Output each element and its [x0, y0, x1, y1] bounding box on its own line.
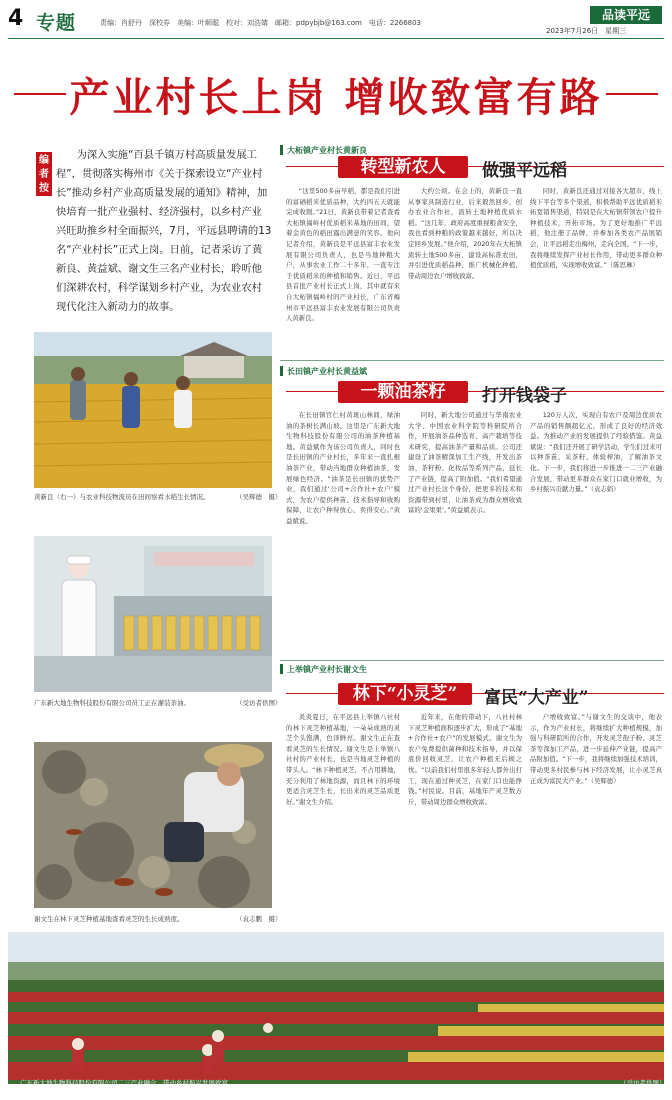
editor-note-text: 为深入实施“百县千镇万村高质量发展工程”，贯彻落实梅州市《关于探索设立“产业村长”推动乡村产业高质量发展的通知》精神，加快培育一批产业强村、经济强村，以乡村产业兴旺助推乡村全面振兴，7月，平远县聘请的13名“产业村长”正式上岗。日前，记者采访了黄新良、黄益斌、谢文生三名产业村长，聆听他们深耕农村，科学谋划乡村产业，为农业农村现代化注入新动力的故事。 — [56, 149, 272, 313]
photo-credit: （受访者供图） — [236, 699, 282, 707]
story-column: “这里500多亩早稻，都是我们引进的富硒稻米优质品种，大约四五天就能完成收割。”21日，黄新良带着记者查看大柘镇福岭村优质稻米基地的田间，望着金黄色的稻田露出满意的笑容。他向记者介绍，黄新良是平远县富丰农业发展有限公司负责人，也是当地种粮大户，从事农业工作二十多年，一直专注于优质稻米的种植和销售。近日，平远县首批产业村长正式上岗，其中就有来自大柘镇福岭村的产业村长，广东省梅州市平远县富丰农业发展有限公司负责人黄新良。 — [286, 187, 400, 323]
story-title-red: 林下“小灵芝” — [338, 683, 472, 705]
photo-caption: 黄新良（右一）与农业科技物流员在田间察看水稻生长情况。 — [34, 493, 210, 501]
issue-date: 2023年7月26日 星期三 — [546, 27, 627, 35]
headline-rule-right — [606, 93, 658, 95]
editor-credits: 责编：肖舒丹 深校券 美编：叶顺聪 校对：刘浩婧 邮箱：pdpybjb@163.com 电话：2266803 — [100, 19, 422, 27]
section-marker — [280, 145, 283, 155]
photo-caption: 谢文生在林下灵芝种植基地查看灵芝的生长成熟度。 — [34, 915, 184, 923]
page-headline: 产业村长上岗 增收致富有路 — [69, 74, 603, 121]
story-title-black: 富民“大产业” — [484, 688, 589, 708]
photo-credit: （受访者供图） — [620, 1079, 666, 1087]
photo-credit: （吴辉德 摄） — [236, 493, 282, 501]
story-kicker: 大柘镇产业村长黄新良 — [287, 146, 367, 155]
story-column: 大约公顷。在会上的，黄新良一直从事家具制造行业，后来毅然回乡，创办农业合作社，流转土地种植优质水稻。“这几年，政府高度重视粮食安全，我也看到种粮的政策越来越好，所以决定回乡发展。”他介绍，2020年在大柘镇流转土地500多亩，建设高标准农田，并引进优质稻品种，推广机械化种植，带动周边农户增收致富。 — [408, 187, 522, 280]
photo-caption: 广东新大地生物科技股份有限公司员工正在灌装茶油。 — [34, 699, 190, 707]
page-number: 4 — [8, 6, 24, 31]
section-marker — [280, 366, 283, 376]
story-divider — [280, 660, 664, 661]
story-title-black: 做强平远稻 — [482, 161, 567, 181]
story-column: 户增收致富。”与谢文生的交谈中，他表示，作为产业村长，将继续扩大种植规模，加强与科研院所的合作，开发灵芝孢子粉、灵芝茶等深加工产品，进一步延伸产业链，提高产品附加值。“下一步，我将继续加强技术培训，带动更多村民参与林下经济发展，让小灵芝真正成为富民大产业。”（吴辉德） — [530, 713, 662, 785]
section-marker — [280, 664, 283, 674]
story-column: 炎炎夏日，在平远县上举镇八社村的林下灵芝种植基地，一朵朵成熟的灵芝个头饱满，色泽鲜亮。谢文生正在查看灵芝的生长情况。谢文生是上举镇八社村的产业村长，也是当地灵芝种植的带头人。“林下种植灵芝，不占用耕地，充分利用了林地资源，而且林下的环境更适合灵芝生长，长出来的灵芝品质更好。”谢文生介绍。 — [286, 713, 400, 806]
story-column: 近年来，在他的带动下，八社村林下灵芝种植面积逐步扩大，形成了“基地+合作社+农户”的发展模式。谢文生为农户免费提供菌种和技术指导，并以保底价回收灵芝，让农户种植无后顾之忧。“以前我们村里很多年轻人都外出打工，现在通过种灵芝，在家门口也能挣钱。”村民说。目前，基地年产灵芝数万斤，带动周边群众增收致富。 — [408, 713, 522, 806]
rice-field-photo — [34, 332, 272, 488]
photo-credit: （袁志鹏 摄） — [236, 915, 282, 923]
oil-bottling-photo — [34, 536, 272, 692]
story-title-red: 一颗油茶籽 — [338, 381, 468, 403]
photo-caption: 广东新大地生物科技股份有限公司二三产业融合 带动乡村振兴发展致富。 — [20, 1079, 235, 1087]
story-column: 同时，黄新良还通过对接各大超市、线上线下平台等多个渠道，积极帮助平远优质稻米拓宽销售渠道，特别是在大柘镇带领农户提升种植技术，开拓市场。为了更好地推广平远稻，他注册了品牌，并参加各类农产品展销会，让平远稻走出梅州，走向全国。“下一步，我将继续发挥产业村长作用，带动更多群众种植优质稻，实现增收致富。”（陈思琳） — [530, 187, 662, 270]
story-kicker: 长田镇产业村长黄益斌 — [287, 367, 367, 376]
story-column: 同时，新大地公司通过与华南农业大学、中国农业科学院等科研院所合作，开展油茶品种选育、高产栽培等技术研究，提高油茶产量和品质。公司还建设了油茶精深加工生产线，开发出茶油、茶籽粉、化妆品等系列产品，延长了产业链，提高了附加值。“我们希望通过产业村长这个身份，把更多的技术和资源带到村里，让油茶成为群众增收致富的‘金果果’。”黄益斌表示。 — [408, 411, 522, 515]
ganoderma-photo — [34, 742, 272, 908]
section-name: 专题 — [36, 12, 77, 34]
story-column: 120万人次，实现自有农户及周边优质农产品的销售额超亿元，形成了良好的经济效益。为推动产业的发展提供了经验借鉴。黄益斌说：“我们还开展了研学活动，学生们过来可以种茶苗、采茶籽、体验榨油，了解油茶文化。下一步，我们将进一步推进一二三产业融合发展，带动更多群众在家门口就业增收，为乡村振兴贡献力量。”（袁志娟） — [530, 411, 662, 494]
story-column: 在长田镇官仁村黄斑山林间，绿油油的茶树长满山坡。这里是广东新大地生物科技股份有限公司的油茶种植基地。黄益斌作为该公司负责人，同时也是长田镇的产业村长，多年来一直扎根油茶产业，带动当地群众种植油茶，发展绿色经济。“油茶是长田镇的优势产业，我们通过‘公司+合作社+农户’模式，为农户提供种苗、技术指导和收购保障，让农户种得放心、卖得安心。”黄益斌说。 — [286, 411, 400, 525]
story-divider — [280, 360, 664, 361]
editor-note-tag: 编者按 — [36, 152, 52, 196]
flower-field-photo — [8, 932, 664, 1084]
story-title-black: 打开钱袋子 — [482, 386, 567, 406]
story-title-red: 转型新农人 — [338, 156, 468, 178]
newspaper-brand: 品读平远 — [590, 6, 662, 24]
story-kicker: 上举镇产业村长谢文生 — [287, 665, 367, 674]
